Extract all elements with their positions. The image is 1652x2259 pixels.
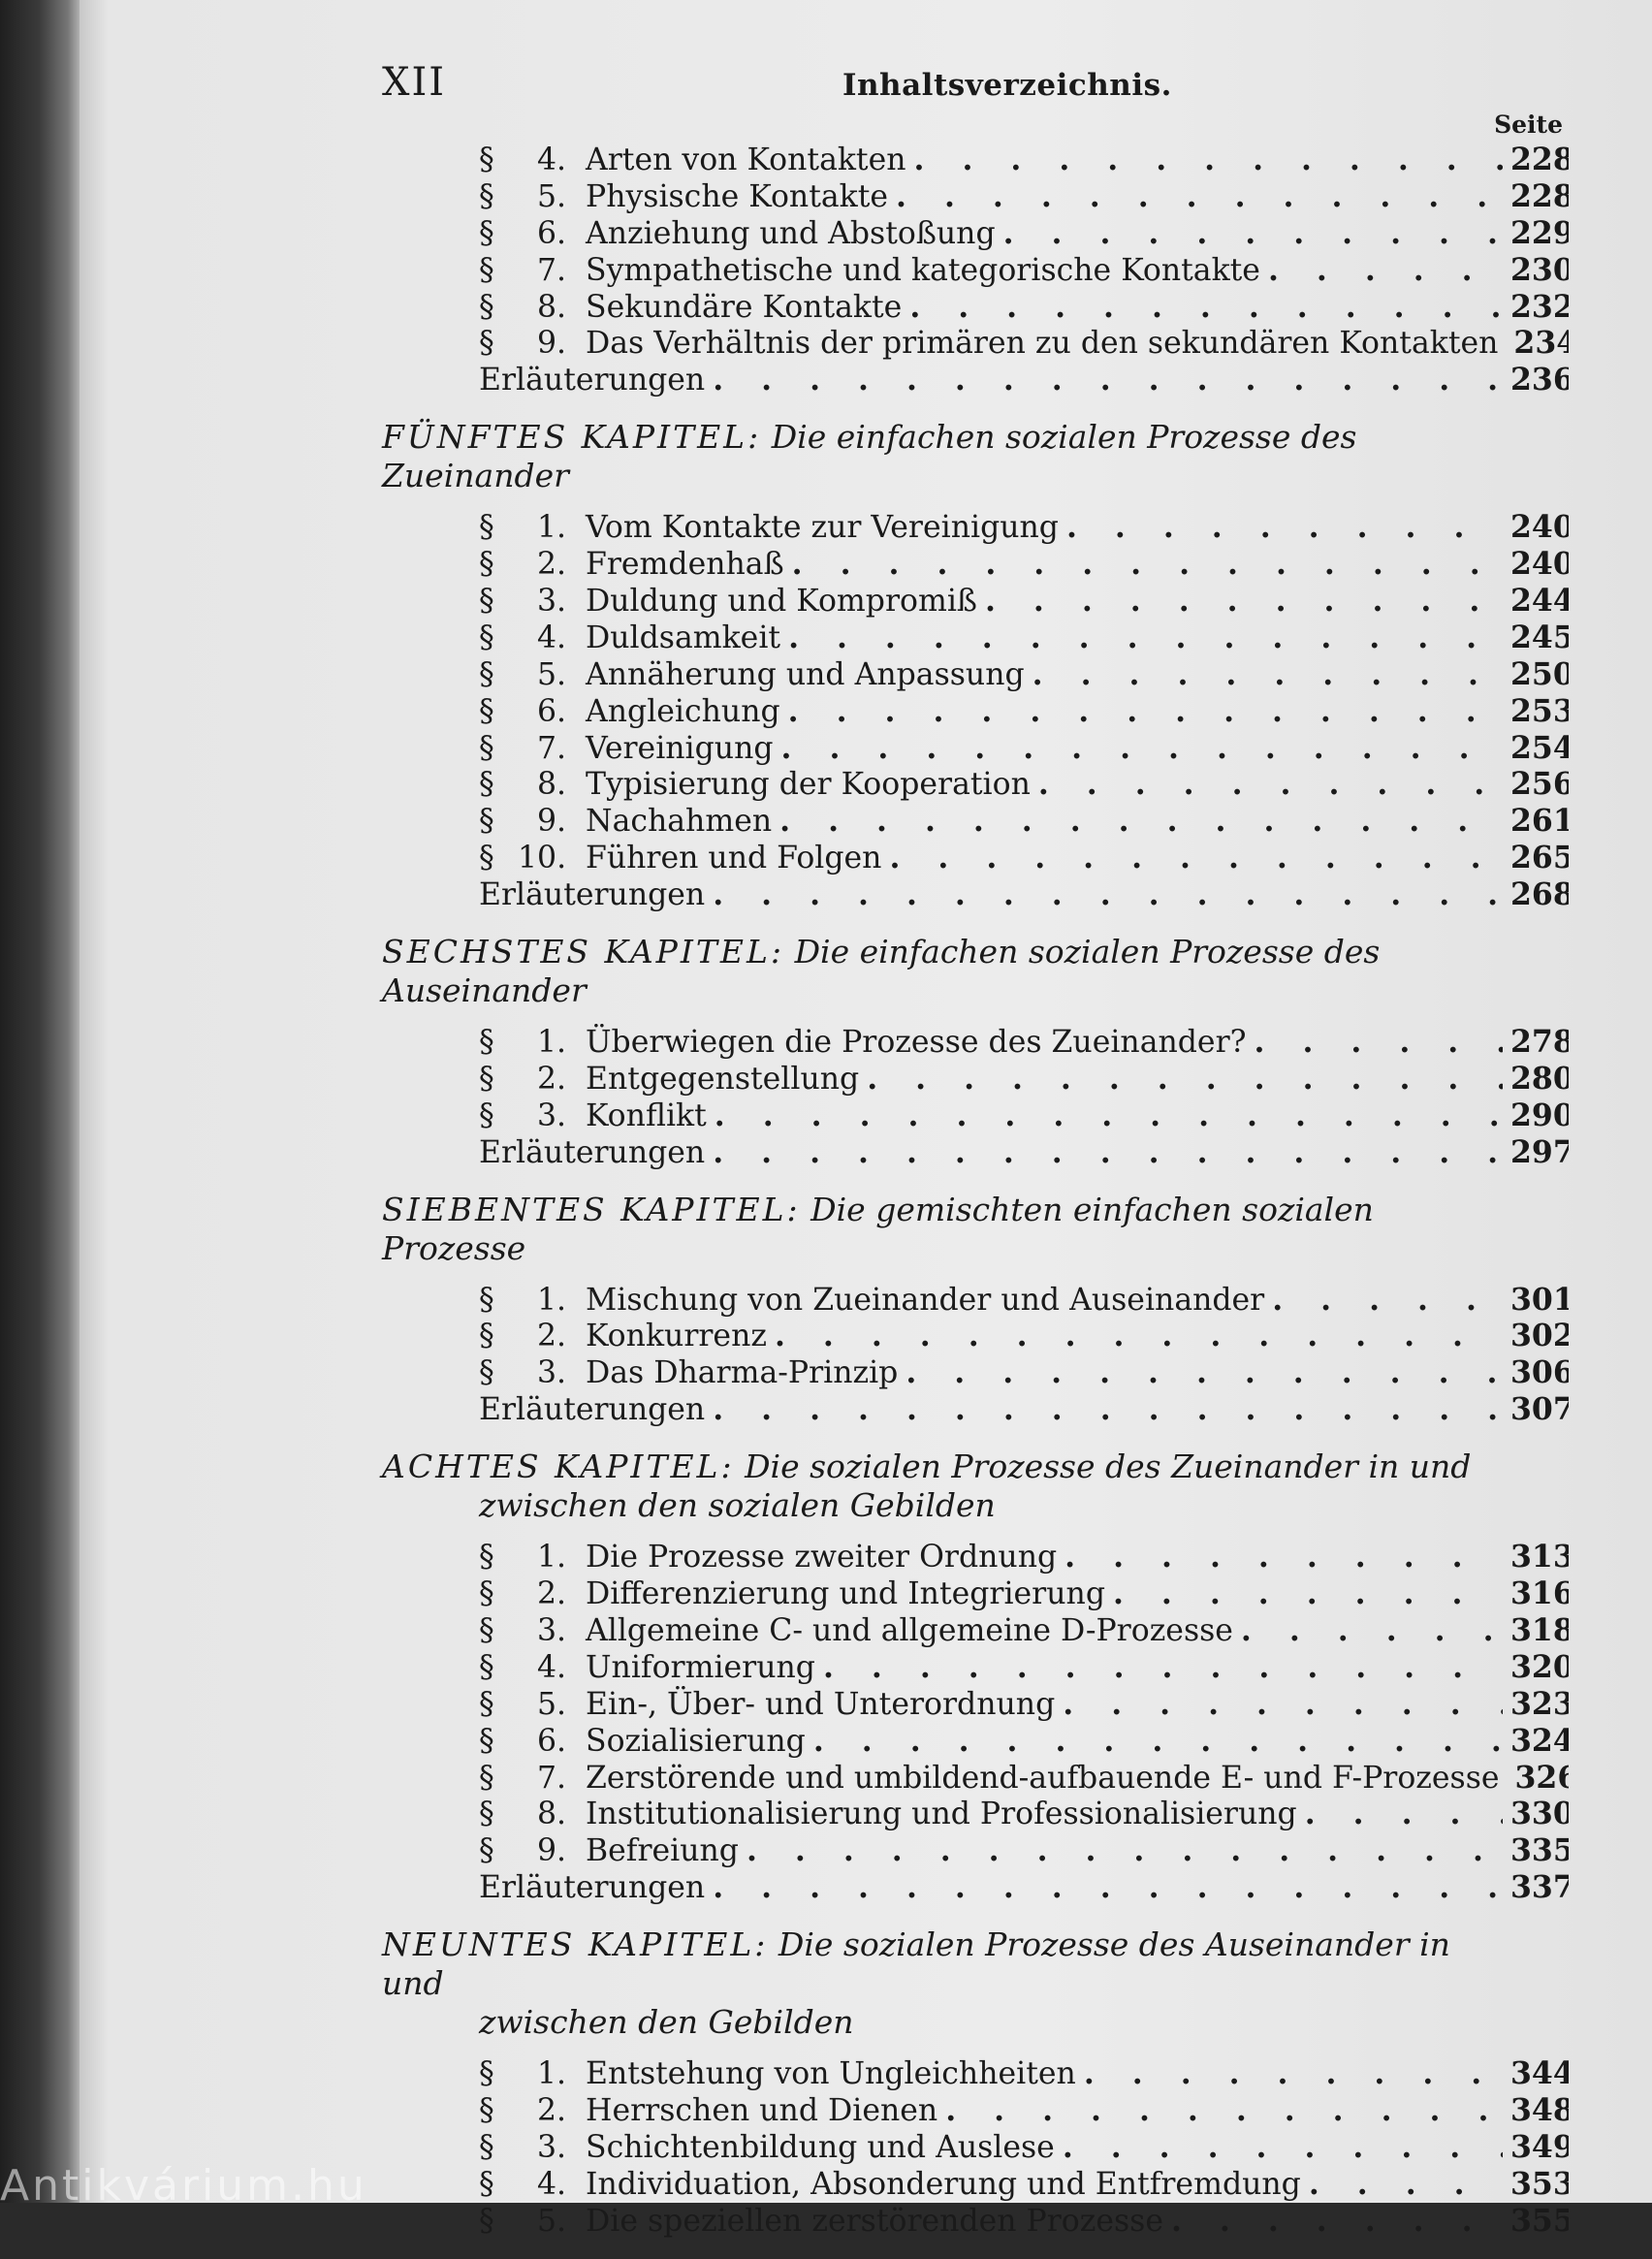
entry-page: 254 bbox=[1510, 730, 1569, 767]
dot-leader bbox=[1241, 1612, 1503, 1649]
toc-entry bbox=[479, 1612, 1569, 1649]
erlaeuterungen-entry bbox=[479, 876, 1569, 913]
dot-leader bbox=[713, 1869, 1503, 1906]
entry-page: 355 bbox=[1510, 2203, 1569, 2240]
entry-page: 330 bbox=[1510, 1796, 1569, 1832]
toc-entry bbox=[479, 215, 1569, 252]
dot-leader bbox=[713, 876, 1503, 913]
dot-leader bbox=[713, 1134, 1503, 1171]
entry-page: 290 bbox=[1510, 1098, 1569, 1134]
entry-number: 3. bbox=[518, 584, 566, 620]
chapter-subtitle: Die sozialen Prozesse des Zueinander in und bbox=[745, 1448, 1471, 1485]
entry-page: 313 bbox=[1510, 1539, 1569, 1575]
toc-entry bbox=[479, 1539, 1569, 1575]
section-sign: § bbox=[479, 1098, 518, 1134]
entry-number: 2. bbox=[518, 1319, 566, 1354]
entry-title: Die Prozesse zweiter Ordnung bbox=[586, 1540, 1057, 1575]
entry-page: 265 bbox=[1510, 840, 1569, 876]
entry-page: 250 bbox=[1510, 656, 1569, 693]
entry-title: Die speziellen zerstörenden Prozesse bbox=[586, 2204, 1163, 2240]
dot-leader bbox=[1171, 2203, 1503, 2240]
entry-page: 316 bbox=[1510, 1575, 1569, 1612]
chapter-subtitle-continuation: zwischen den Gebilden bbox=[382, 2003, 1497, 2042]
entry-number: 3. bbox=[518, 1355, 566, 1391]
entry-number: 8. bbox=[518, 767, 566, 803]
entry-number: 9. bbox=[518, 326, 566, 362]
entry-title: Befreiung bbox=[586, 1833, 739, 1869]
dot-leader bbox=[1066, 509, 1503, 546]
entry-number: 6. bbox=[518, 694, 566, 730]
entry-number: 1. bbox=[518, 510, 566, 546]
toc-entry bbox=[479, 178, 1569, 215]
page-title: Inhaltsverzeichnis. bbox=[842, 68, 1172, 103]
section-sign: § bbox=[479, 179, 518, 215]
entry-number: 5. bbox=[518, 179, 566, 215]
entry-page: 306 bbox=[1510, 1354, 1569, 1391]
section-sign: § bbox=[479, 1319, 518, 1354]
entry-title: Das Verhältnis der primären zu den sekundären Kontakten bbox=[586, 326, 1498, 362]
section-sign: § bbox=[479, 253, 518, 289]
entry-page: 337 bbox=[1510, 1869, 1569, 1906]
section-sign: § bbox=[479, 1833, 518, 1869]
entry-number: 2. bbox=[518, 1062, 566, 1098]
entry-page: 353 bbox=[1510, 2166, 1569, 2203]
entry-number: 1. bbox=[518, 1540, 566, 1575]
dot-leader bbox=[914, 142, 1503, 178]
toc-entry bbox=[479, 730, 1569, 767]
entry-page: 230 bbox=[1510, 252, 1569, 289]
toc-entry bbox=[479, 2055, 1569, 2092]
section-sign: § bbox=[479, 326, 518, 362]
section-sign: § bbox=[479, 1613, 518, 1649]
entry-page: 323 bbox=[1510, 1686, 1569, 1723]
entry-page: 234 bbox=[1513, 325, 1569, 362]
entry-title: Allgemeine C- und allgemeine D-Prozesse bbox=[586, 1613, 1233, 1649]
entry-title: Sekundäre Kontakte bbox=[586, 290, 902, 326]
toc-entry bbox=[479, 1282, 1569, 1319]
section-sign: § bbox=[479, 694, 518, 730]
section-sign: § bbox=[479, 1062, 518, 1098]
dot-leader bbox=[1038, 766, 1503, 803]
entry-number: 1. bbox=[518, 1025, 566, 1061]
chapter-number: NEUNTES KAPITEL: bbox=[382, 1925, 768, 1963]
entry-title: Erläuterungen bbox=[479, 363, 705, 398]
toc-entry bbox=[479, 2203, 1569, 2240]
entry-title: Angleichung bbox=[586, 694, 780, 730]
toc-entry bbox=[479, 2092, 1569, 2129]
section-sign: § bbox=[479, 1283, 518, 1319]
entry-number: 9. bbox=[518, 804, 566, 840]
toc-entry bbox=[479, 2166, 1569, 2203]
entry-title: Duldsamkeit bbox=[586, 620, 780, 656]
entry-title: Physische Kontakte bbox=[586, 179, 888, 215]
entry-page: 280 bbox=[1510, 1061, 1569, 1098]
dot-leader bbox=[909, 289, 1503, 326]
toc-entry bbox=[479, 1686, 1569, 1723]
dot-leader bbox=[713, 1391, 1503, 1428]
section-sign: § bbox=[479, 2130, 518, 2166]
toc-entry bbox=[479, 289, 1569, 326]
section-sign: § bbox=[479, 657, 518, 693]
entry-title: Das Dharma-Prinzip bbox=[586, 1355, 898, 1391]
dot-leader bbox=[781, 730, 1503, 767]
section-sign: § bbox=[479, 1576, 518, 1612]
entry-number: 9. bbox=[518, 1833, 566, 1869]
entry-number: 7. bbox=[518, 1761, 566, 1797]
section-sign: § bbox=[479, 1761, 518, 1797]
dot-leader bbox=[823, 1649, 1503, 1686]
toc-entry bbox=[479, 1796, 1569, 1832]
entry-number: 8. bbox=[518, 1797, 566, 1832]
entry-page: 301 bbox=[1510, 1282, 1569, 1319]
dot-leader bbox=[1063, 2129, 1503, 2166]
section-sign: § bbox=[479, 1355, 518, 1391]
dot-leader bbox=[788, 620, 1503, 656]
entry-number: 6. bbox=[518, 1724, 566, 1760]
section-sign: § bbox=[479, 2204, 518, 2240]
entry-title: Konflikt bbox=[586, 1098, 707, 1134]
dot-leader bbox=[1272, 1282, 1503, 1319]
entry-title: Erläuterungen bbox=[479, 1135, 705, 1171]
entry-title: Führen und Folgen bbox=[586, 841, 881, 876]
toc-entry bbox=[479, 583, 1569, 620]
dot-leader bbox=[713, 362, 1503, 398]
toc-entry bbox=[479, 620, 1569, 656]
toc-entry bbox=[479, 766, 1569, 803]
entry-number: 1. bbox=[518, 2056, 566, 2092]
dot-leader bbox=[945, 2092, 1503, 2129]
section-sign: § bbox=[479, 731, 518, 767]
entry-title: Anziehung und Abstoßung bbox=[586, 216, 996, 252]
entry-page: 268 bbox=[1510, 876, 1569, 913]
section-sign: § bbox=[479, 143, 518, 178]
dot-leader bbox=[779, 803, 1503, 840]
dot-leader bbox=[1003, 215, 1503, 252]
entry-page: 228 bbox=[1510, 142, 1569, 178]
erlaeuterungen-entry bbox=[479, 1134, 1569, 1171]
section-sign: § bbox=[479, 1687, 518, 1723]
chapter-heading bbox=[382, 418, 1497, 495]
entry-title: Uniformierung bbox=[586, 1650, 815, 1686]
section-sign: § bbox=[479, 216, 518, 252]
toc-entry bbox=[479, 2129, 1569, 2166]
entry-page: 344 bbox=[1510, 2055, 1569, 2092]
entry-page: 302 bbox=[1510, 1318, 1569, 1354]
watermark: Antikvárium.hu bbox=[0, 2161, 367, 2211]
dot-leader bbox=[1113, 1575, 1503, 1612]
entry-title: Überwiegen die Prozesse des Zueinander? bbox=[586, 1025, 1247, 1061]
chapter-section bbox=[0, 1191, 1652, 1429]
entry-number: 10. bbox=[518, 841, 566, 876]
section-sign: § bbox=[479, 804, 518, 840]
entry-number: 1. bbox=[518, 1283, 566, 1319]
entry-number: 7. bbox=[518, 253, 566, 289]
entry-page: 229 bbox=[1510, 215, 1569, 252]
entry-page: 348 bbox=[1510, 2092, 1569, 2129]
section-sign: § bbox=[479, 620, 518, 656]
toc-entry bbox=[479, 509, 1569, 546]
entry-title: Zerstörende und umbildend-aufbauende E- und F-Prozesse bbox=[586, 1761, 1500, 1797]
section-sign: § bbox=[479, 584, 518, 620]
entry-title: Mischung von Zueinander und Auseinander bbox=[586, 1283, 1264, 1319]
entry-number: 2. bbox=[518, 2093, 566, 2129]
entry-title: Entstehung von Ungleichheiten bbox=[586, 2056, 1076, 2092]
dot-leader bbox=[1268, 252, 1503, 289]
chapter-number: SIEBENTES KAPITEL: bbox=[382, 1191, 801, 1228]
toc-entry bbox=[479, 1832, 1569, 1869]
dot-leader bbox=[867, 1061, 1503, 1098]
entry-page: 326 bbox=[1515, 1760, 1569, 1797]
dot-leader bbox=[1064, 1539, 1503, 1575]
chapter-heading bbox=[382, 1448, 1497, 1525]
section-sign: § bbox=[479, 510, 518, 546]
section-sign: § bbox=[479, 1025, 518, 1061]
entry-title: Institutionalisierung und Professionalisierung bbox=[586, 1797, 1297, 1832]
chapter-heading bbox=[382, 1925, 1497, 2042]
chapter-number: SECHSTES KAPITEL: bbox=[382, 933, 784, 970]
entry-title: Fremdenhaß bbox=[586, 547, 784, 583]
entry-title: Annäherung und Anpassung bbox=[586, 657, 1025, 693]
dot-leader bbox=[985, 583, 1503, 620]
dot-leader bbox=[788, 693, 1503, 730]
toc-entry bbox=[479, 1318, 1569, 1354]
entry-page: 261 bbox=[1510, 803, 1569, 840]
dot-leader bbox=[1084, 2055, 1503, 2092]
toc-entry bbox=[479, 252, 1569, 289]
entry-page: 236 bbox=[1510, 362, 1569, 398]
entry-title: Duldung und Kompromiß bbox=[586, 584, 977, 620]
entry-title: Konkurrenz bbox=[586, 1319, 767, 1354]
entry-number: 3. bbox=[518, 1613, 566, 1649]
erlaeuterungen-entry bbox=[479, 1869, 1569, 1906]
section-sign: § bbox=[479, 1797, 518, 1832]
previous-chapter-continuation bbox=[0, 142, 1652, 398]
toc-entry bbox=[479, 1723, 1569, 1760]
entry-page: 253 bbox=[1510, 693, 1569, 730]
entry-page: 245 bbox=[1510, 620, 1569, 656]
section-sign: § bbox=[479, 2093, 518, 2129]
table-of-contents bbox=[0, 142, 1652, 2259]
chapter-heading bbox=[382, 1191, 1497, 1268]
dot-leader bbox=[747, 1832, 1503, 1869]
entry-title: Sozialisierung bbox=[586, 1724, 806, 1760]
dot-leader bbox=[792, 546, 1503, 583]
toc-entry bbox=[479, 1354, 1569, 1391]
toc-entry bbox=[479, 1061, 1569, 1098]
entry-title: Entgegenstellung bbox=[586, 1062, 859, 1098]
entry-number: 5. bbox=[518, 2204, 566, 2240]
entry-page: 324 bbox=[1510, 1723, 1569, 1760]
toc-entry bbox=[479, 1098, 1569, 1134]
toc-entry bbox=[479, 325, 1569, 362]
toc-entry bbox=[479, 1575, 1569, 1612]
entry-page: 244 bbox=[1510, 583, 1569, 620]
section-sign: § bbox=[479, 2167, 518, 2203]
dot-leader bbox=[1032, 656, 1503, 693]
entry-number: 7. bbox=[518, 731, 566, 767]
entry-page: 318 bbox=[1510, 1612, 1569, 1649]
chapter-section bbox=[0, 1448, 1652, 1906]
entry-number: 4. bbox=[518, 1650, 566, 1686]
entry-page: 240 bbox=[1510, 546, 1569, 583]
entry-title: Typisierung der Kooperation bbox=[586, 767, 1031, 803]
entry-title: Vom Kontakte zur Vereinigung bbox=[586, 510, 1059, 546]
dot-leader bbox=[1309, 2166, 1503, 2203]
entry-number: 4. bbox=[518, 143, 566, 178]
dot-leader bbox=[1255, 1024, 1503, 1061]
erlaeuterungen-entry bbox=[479, 362, 1569, 398]
dot-leader bbox=[889, 840, 1503, 876]
page-number: XII bbox=[382, 60, 446, 105]
chapter-number: FÜNFTES KAPITEL: bbox=[382, 418, 761, 456]
entry-number: 3. bbox=[518, 2130, 566, 2166]
chapter-number: ACHTES KAPITEL: bbox=[382, 1448, 735, 1485]
entry-number: 5. bbox=[518, 657, 566, 693]
chapter-heading bbox=[382, 933, 1497, 1010]
entry-title: Vereinigung bbox=[586, 731, 774, 767]
dot-leader bbox=[813, 1723, 1503, 1760]
entry-number: 5. bbox=[518, 1687, 566, 1723]
toc-entry bbox=[479, 693, 1569, 730]
entry-title: Erläuterungen bbox=[479, 1392, 705, 1428]
entry-number: 4. bbox=[518, 2167, 566, 2203]
erlaeuterungen-entry bbox=[479, 1391, 1569, 1428]
toc-entry bbox=[479, 656, 1569, 693]
seite-label: Seite bbox=[1494, 111, 1563, 139]
chapter-subtitle: Die einfachen sozialen Prozesse des Auseinander bbox=[382, 933, 1380, 1009]
toc-entry bbox=[479, 1649, 1569, 1686]
entry-page: 349 bbox=[1510, 2129, 1569, 2166]
page-header bbox=[382, 60, 1642, 109]
entry-title: Nachahmen bbox=[586, 804, 772, 840]
section-sign: § bbox=[479, 1540, 518, 1575]
entry-page: 240 bbox=[1510, 509, 1569, 546]
entry-number: 2. bbox=[518, 547, 566, 583]
entry-page: 297 bbox=[1510, 1134, 1569, 1171]
toc-entry bbox=[479, 546, 1569, 583]
entry-title: Differenzierung und Integrierung bbox=[586, 1576, 1105, 1612]
section-sign: § bbox=[479, 767, 518, 803]
chapter-subtitle: Die gemischten einfachen sozialen Prozesse bbox=[382, 1191, 1374, 1267]
entry-number: 6. bbox=[518, 216, 566, 252]
entry-title: Sympathetische und kategorische Kontakte bbox=[586, 253, 1260, 289]
dot-leader bbox=[1305, 1796, 1503, 1832]
entry-title: Schichtenbildung und Auslese bbox=[586, 2130, 1055, 2166]
entry-page: 232 bbox=[1510, 289, 1569, 326]
entry-number: 3. bbox=[518, 1098, 566, 1134]
entry-title: Herrschen und Dienen bbox=[586, 2093, 937, 2129]
dot-leader bbox=[715, 1098, 1503, 1134]
chapter-subtitle: Die sozialen Prozesse des Auseinander in und bbox=[382, 1925, 1450, 2002]
toc-entry bbox=[479, 840, 1569, 876]
entry-page: 278 bbox=[1510, 1024, 1569, 1061]
chapter-subtitle-continuation: zwischen den sozialen Gebilden bbox=[382, 1486, 1497, 1525]
entry-page: 307 bbox=[1510, 1391, 1569, 1428]
dot-leader bbox=[1063, 1686, 1503, 1723]
entry-page: 320 bbox=[1510, 1649, 1569, 1686]
section-sign: § bbox=[479, 841, 518, 876]
section-sign: § bbox=[479, 1724, 518, 1760]
entry-number: 8. bbox=[518, 290, 566, 326]
entry-title: Individuation, Absonderung und Entfremdung bbox=[586, 2167, 1301, 2203]
section-sign: § bbox=[479, 290, 518, 326]
chapter-subtitle: Die einfachen sozialen Prozesse des Zueinander bbox=[382, 418, 1356, 494]
chapter-section bbox=[0, 418, 1652, 913]
toc-entry bbox=[479, 1760, 1569, 1797]
section-sign: § bbox=[479, 1650, 518, 1686]
entry-number: 4. bbox=[518, 620, 566, 656]
entry-title: Ein-, Über- und Unterordnung bbox=[586, 1687, 1055, 1723]
toc-entry bbox=[479, 803, 1569, 840]
entry-title: Erläuterungen bbox=[479, 877, 705, 913]
entry-page: 228 bbox=[1510, 178, 1569, 215]
toc-entry bbox=[479, 1024, 1569, 1061]
section-sign: § bbox=[479, 547, 518, 583]
entry-title: Erläuterungen bbox=[479, 1870, 705, 1906]
chapter-section bbox=[0, 933, 1652, 1171]
section-sign: § bbox=[479, 2056, 518, 2092]
entry-title: Arten von Kontakten bbox=[586, 143, 906, 178]
toc-entry bbox=[479, 142, 1569, 178]
entry-page: 335 bbox=[1510, 1832, 1569, 1869]
dot-leader bbox=[905, 1354, 1503, 1391]
dot-leader bbox=[775, 1318, 1503, 1354]
entry-number: 2. bbox=[518, 1576, 566, 1612]
dot-leader bbox=[896, 178, 1503, 215]
entry-page: 256 bbox=[1510, 766, 1569, 803]
